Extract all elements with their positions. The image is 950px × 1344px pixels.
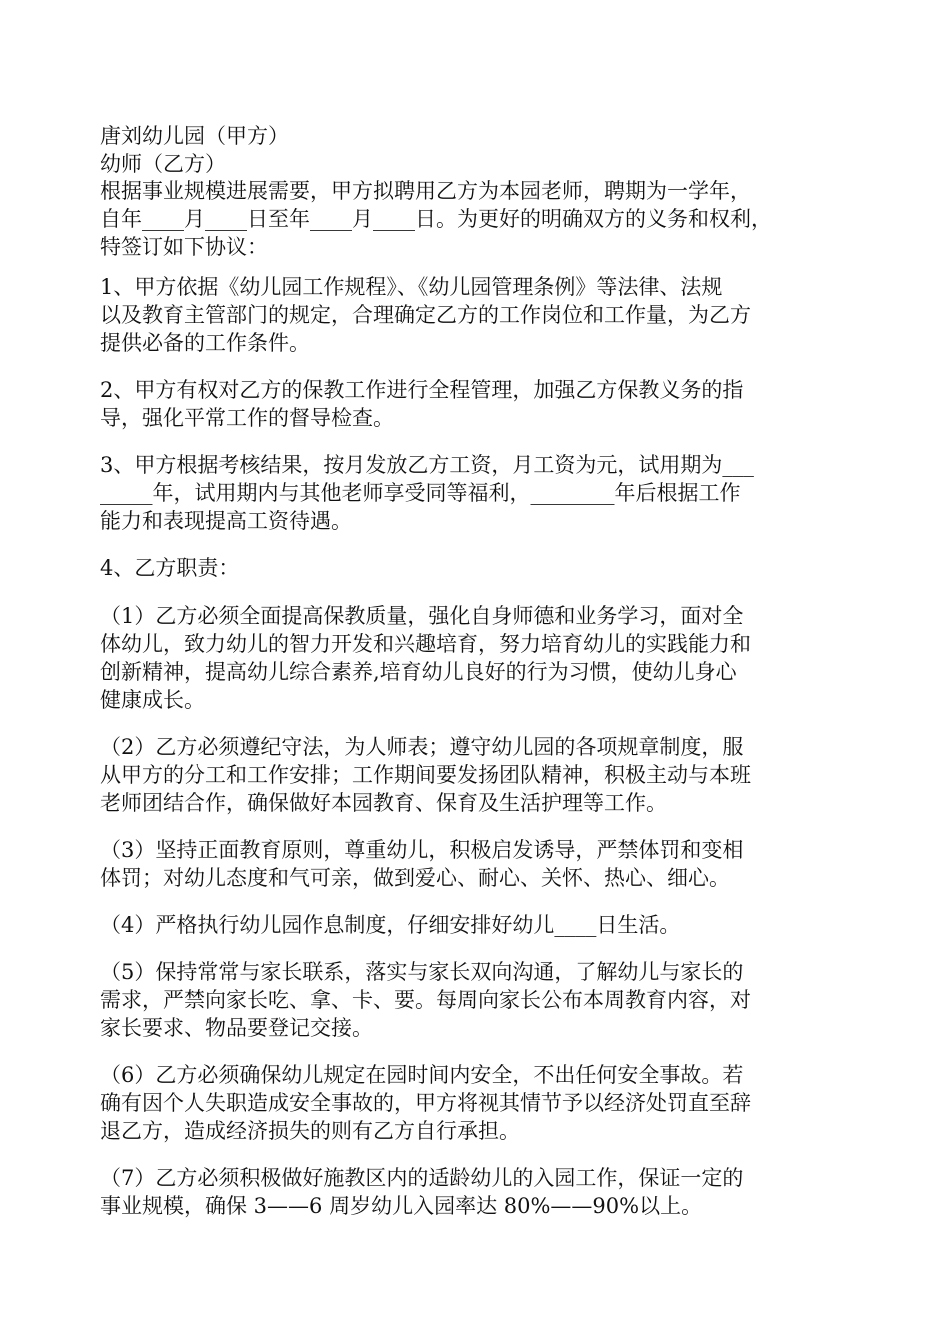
clause-1-line: 以及教育主管部门的规定，合理确定乙方的工作岗位和工作量，为乙方 [100, 303, 751, 327]
duty-4-line: （4）严格执行幼儿园作息制度，仔细安排好幼儿____日生活。 [100, 913, 681, 937]
clause-3-line: 3、甲方根据考核结果，按月发放乙方工资，月工资为元，试用期为___ [100, 453, 754, 477]
clause-1-line: 提供必备的工作条件。 [100, 331, 310, 355]
duty-7-line: （7）乙方必须积极做好施教区内的适龄幼儿的入园工作，保证一定的 [100, 1166, 744, 1190]
duty-6-line: 确有因个人失职造成安全事故的，甲方将视其情节予以经济处罚直至辞 [100, 1091, 751, 1115]
clause-3-line: 能力和表现提高工资待遇。 [100, 509, 352, 533]
clause-1-line: 1、甲方依据《幼儿园工作规程》、《幼儿园管理条例》等法律、法规 [100, 275, 723, 299]
clause-4-title: 4、乙方职责： [100, 556, 240, 580]
duty-3-line: （3）坚持正面教育原则，尊重幼儿，积极启发诱导，严禁体罚和变相 [100, 838, 744, 862]
duty-3-line: 体罚；对幼儿态度和气可亲，做到爱心、耐心、关怀、热心、细心。 [100, 866, 730, 890]
clause-3-line: _____年，试用期内与其他老师享受同等福利，________年后根据工作 [100, 481, 741, 505]
party-b-line: 幼师（乙方） [100, 152, 226, 176]
duty-1-line: 创新精神，提高幼儿综合素养,培育幼儿良好的行为习惯，使幼儿身心 [100, 660, 737, 684]
duty-6-line: （6）乙方必须确保幼儿规定在园时间内安全，不出任何安全事故。若 [100, 1063, 744, 1087]
duty-1-line: 健康成长。 [100, 688, 205, 712]
duty-5-line: 需求，严禁向家长吃、拿、卡、要。每周向家长公布本周教育内容，对 [100, 988, 751, 1012]
duty-2-line: 从甲方的分工和工作安排；工作期间要发扬团队精神，积极主动与本班 [100, 763, 751, 787]
duty-7-line: 事业规模，确保 3——6 周岁幼儿入园率达 80%——90%以上。 [100, 1194, 703, 1218]
intro-line: 特签订如下协议： [100, 235, 268, 259]
duty-5-line: 家长要求、物品要登记交接。 [100, 1016, 373, 1040]
duty-2-line: （2）乙方必须遵纪守法，为人师表；遵守幼儿园的各项规章制度，服 [100, 735, 744, 759]
intro-line: 根据事业规模进展需要，甲方拟聘用乙方为本园老师，聘期为一学年， [100, 179, 751, 203]
clause-2-line: 2、甲方有权对乙方的保教工作进行全程管理，加强乙方保教义务的指 [100, 378, 744, 402]
clause-2-line: 导，强化平常工作的督导检查。 [100, 406, 394, 430]
duty-1-line: （1）乙方必须全面提高保教质量，强化自身师德和业务学习，面对全 [100, 604, 744, 628]
duty-5-line: （5）保持常常与家长联系，落实与家长双向沟通，了解幼儿与家长的 [100, 960, 744, 984]
duty-2-line: 老师团结合作，确保做好本园教育、保育及生活护理等工作。 [100, 791, 667, 815]
party-a-line: 唐刘幼儿园（甲方） [100, 124, 289, 148]
duty-6-line: 退乙方，造成经济损失的则有乙方自行承担。 [100, 1119, 520, 1143]
intro-line: 自年____月____日至年____月____日。为更好的明确双方的义务和权利， [100, 207, 772, 231]
duty-1-line: 体幼儿，致力幼儿的智力开发和兴趣培育，努力培育幼儿的实践能力和 [100, 632, 751, 656]
